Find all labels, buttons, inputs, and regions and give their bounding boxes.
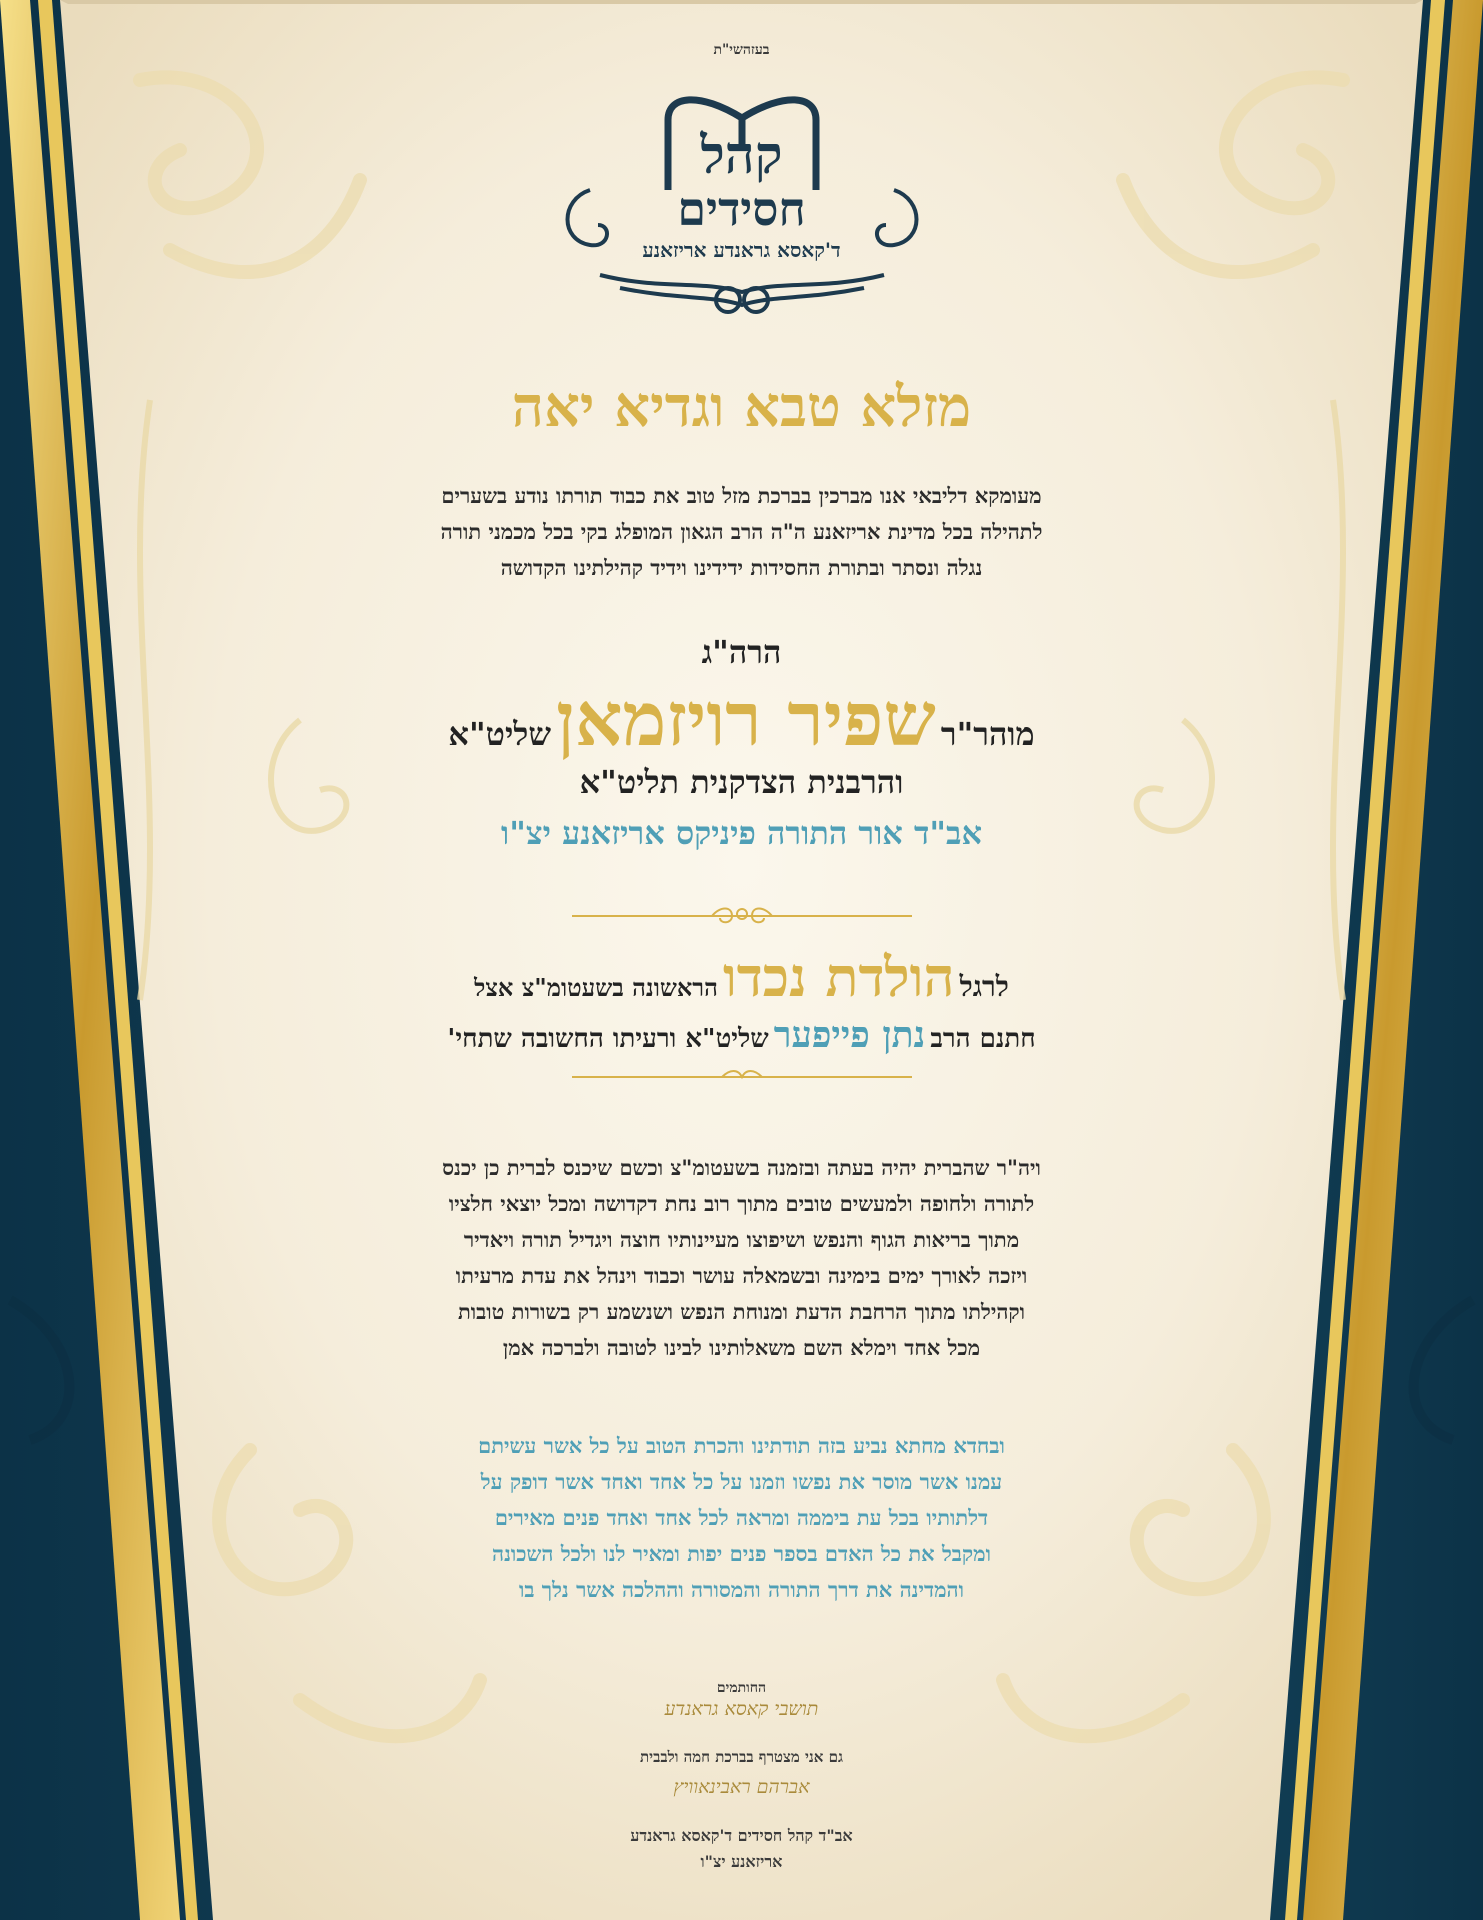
blessing-paragraph [0,1150,1483,1366]
logo-line-2: חסידים [677,182,806,236]
intro-line: לתהילה בכל מדינת אריזאנע ה"ה הרב הגאון המופלג בקי בכל מכמני תורה [440,519,1043,544]
blessing-line: וקהילתו מתוך הרחבת הדעת ומנוחת הנפש ושנשמע רק בשורות טובות [457,1299,1026,1324]
intro-paragraph [0,478,1483,586]
occasion-line2-prefix: חתנם הרב [930,1024,1036,1054]
thanks-paragraph [0,1428,1483,1608]
thanks-line: עמנו אשר מוסר את נפשו וזמנו על כל אחד ואחד אשר דופק על [480,1469,1003,1494]
blessing-line: ויה"ר שהברית יהיה בעתה ובזמנה בשעטומ"צ וכשם שיכנס לברית כן יכנס [442,1155,1041,1180]
thanks-line: ומקבל את כל האדם בספר פנים יפות ומאיר לנו ולכל השכונה [492,1541,991,1566]
rabbi-signature: אברהם ראבינאוויץ [673,1776,810,1798]
blessing-line: מכל אחד וימלא השם משאלותינו לבינו לטובה ולברכה אמן [502,1335,981,1360]
headline: מזלא טבא וגדיא יאה [511,374,972,440]
rabbi-prefix: מוהר"ר [940,715,1035,753]
occasion-suffix: הראשונה בשעטומ"צ אצל [474,973,718,1002]
thanks-line: והמדינה את דרך התורה והמסורה וההלכה אשר נלך בו [518,1577,965,1602]
logo-line-3: ד'קאסא גראנדע אריזאנע [642,238,841,262]
blessing-line: ויזכה לאורך ימים בימינה ובשמאלה עושר וכבוד וינהל את עדת מרעיתו [455,1263,1028,1288]
occasion-prefix: לרגל [959,970,1009,1003]
community-signature: תושבי קאסא גראנדע [664,1698,819,1720]
rabbi-position: אב"ד אור התורה פיניקס אריזאנע יצ"ו [501,814,982,852]
intro-line: מעומקא דליבאי אנו מברכין בברכת מזל טוב את כבוד תורתו נודע בשערים [441,483,1042,508]
occasion-line2-suffix: שליט"א ורעיתו החשובה שתחי' [447,1024,769,1054]
blessing-line: לתורה ולחופה ולמעשים טובים מתוך רוב נחת דקדושה ומכל יוצאי חלציו [448,1191,1035,1216]
blessing-line: מתוך בריאות הגוף והנפש ושיפוצו מעיינותיו חוצה ויגדיל תורה ויאדיר [463,1227,1020,1252]
logo-line-1: קהל [700,125,783,186]
rabbi-title-line-2: אריזאנע יצ"ו [700,1852,783,1871]
rabbi-name: שפיר רויזמאן [556,677,936,763]
rabbi-title-line-1: אב"ד קהל חסידים ד'קאסא גראנדע [630,1826,853,1845]
thanks-line: דלתותיו בכל עת ביממה ומראה לכל אחד ואחד פנים מאירים [494,1505,989,1530]
intro-line: נגלה ונסתר ובתורת החסידות ידידינו וידיד קהילתינו הקדושה [500,555,983,580]
rabbi-suffix: שליט"א [448,715,551,753]
thanks-line: ובחדא מחתא נביע בזה תודתינו והכרת הטוב על כל אשר עשיתם [478,1433,1005,1458]
occasion-line-2 [0,1008,1483,1069]
signatures-label: החותמים [716,1680,767,1696]
groom-name: נתן פייפער [773,1014,926,1056]
top-note: בעזהשי"ת [713,42,770,58]
occasion-event: הולדת נכדו [722,945,955,1009]
join-text: גם אני מצטרף בברכת חמה ולבבית [640,1748,843,1766]
rabbi-spouse: והרבנית הצדקנית תליט"א [579,763,904,801]
rabbi-title: הרה"ג [701,633,782,671]
